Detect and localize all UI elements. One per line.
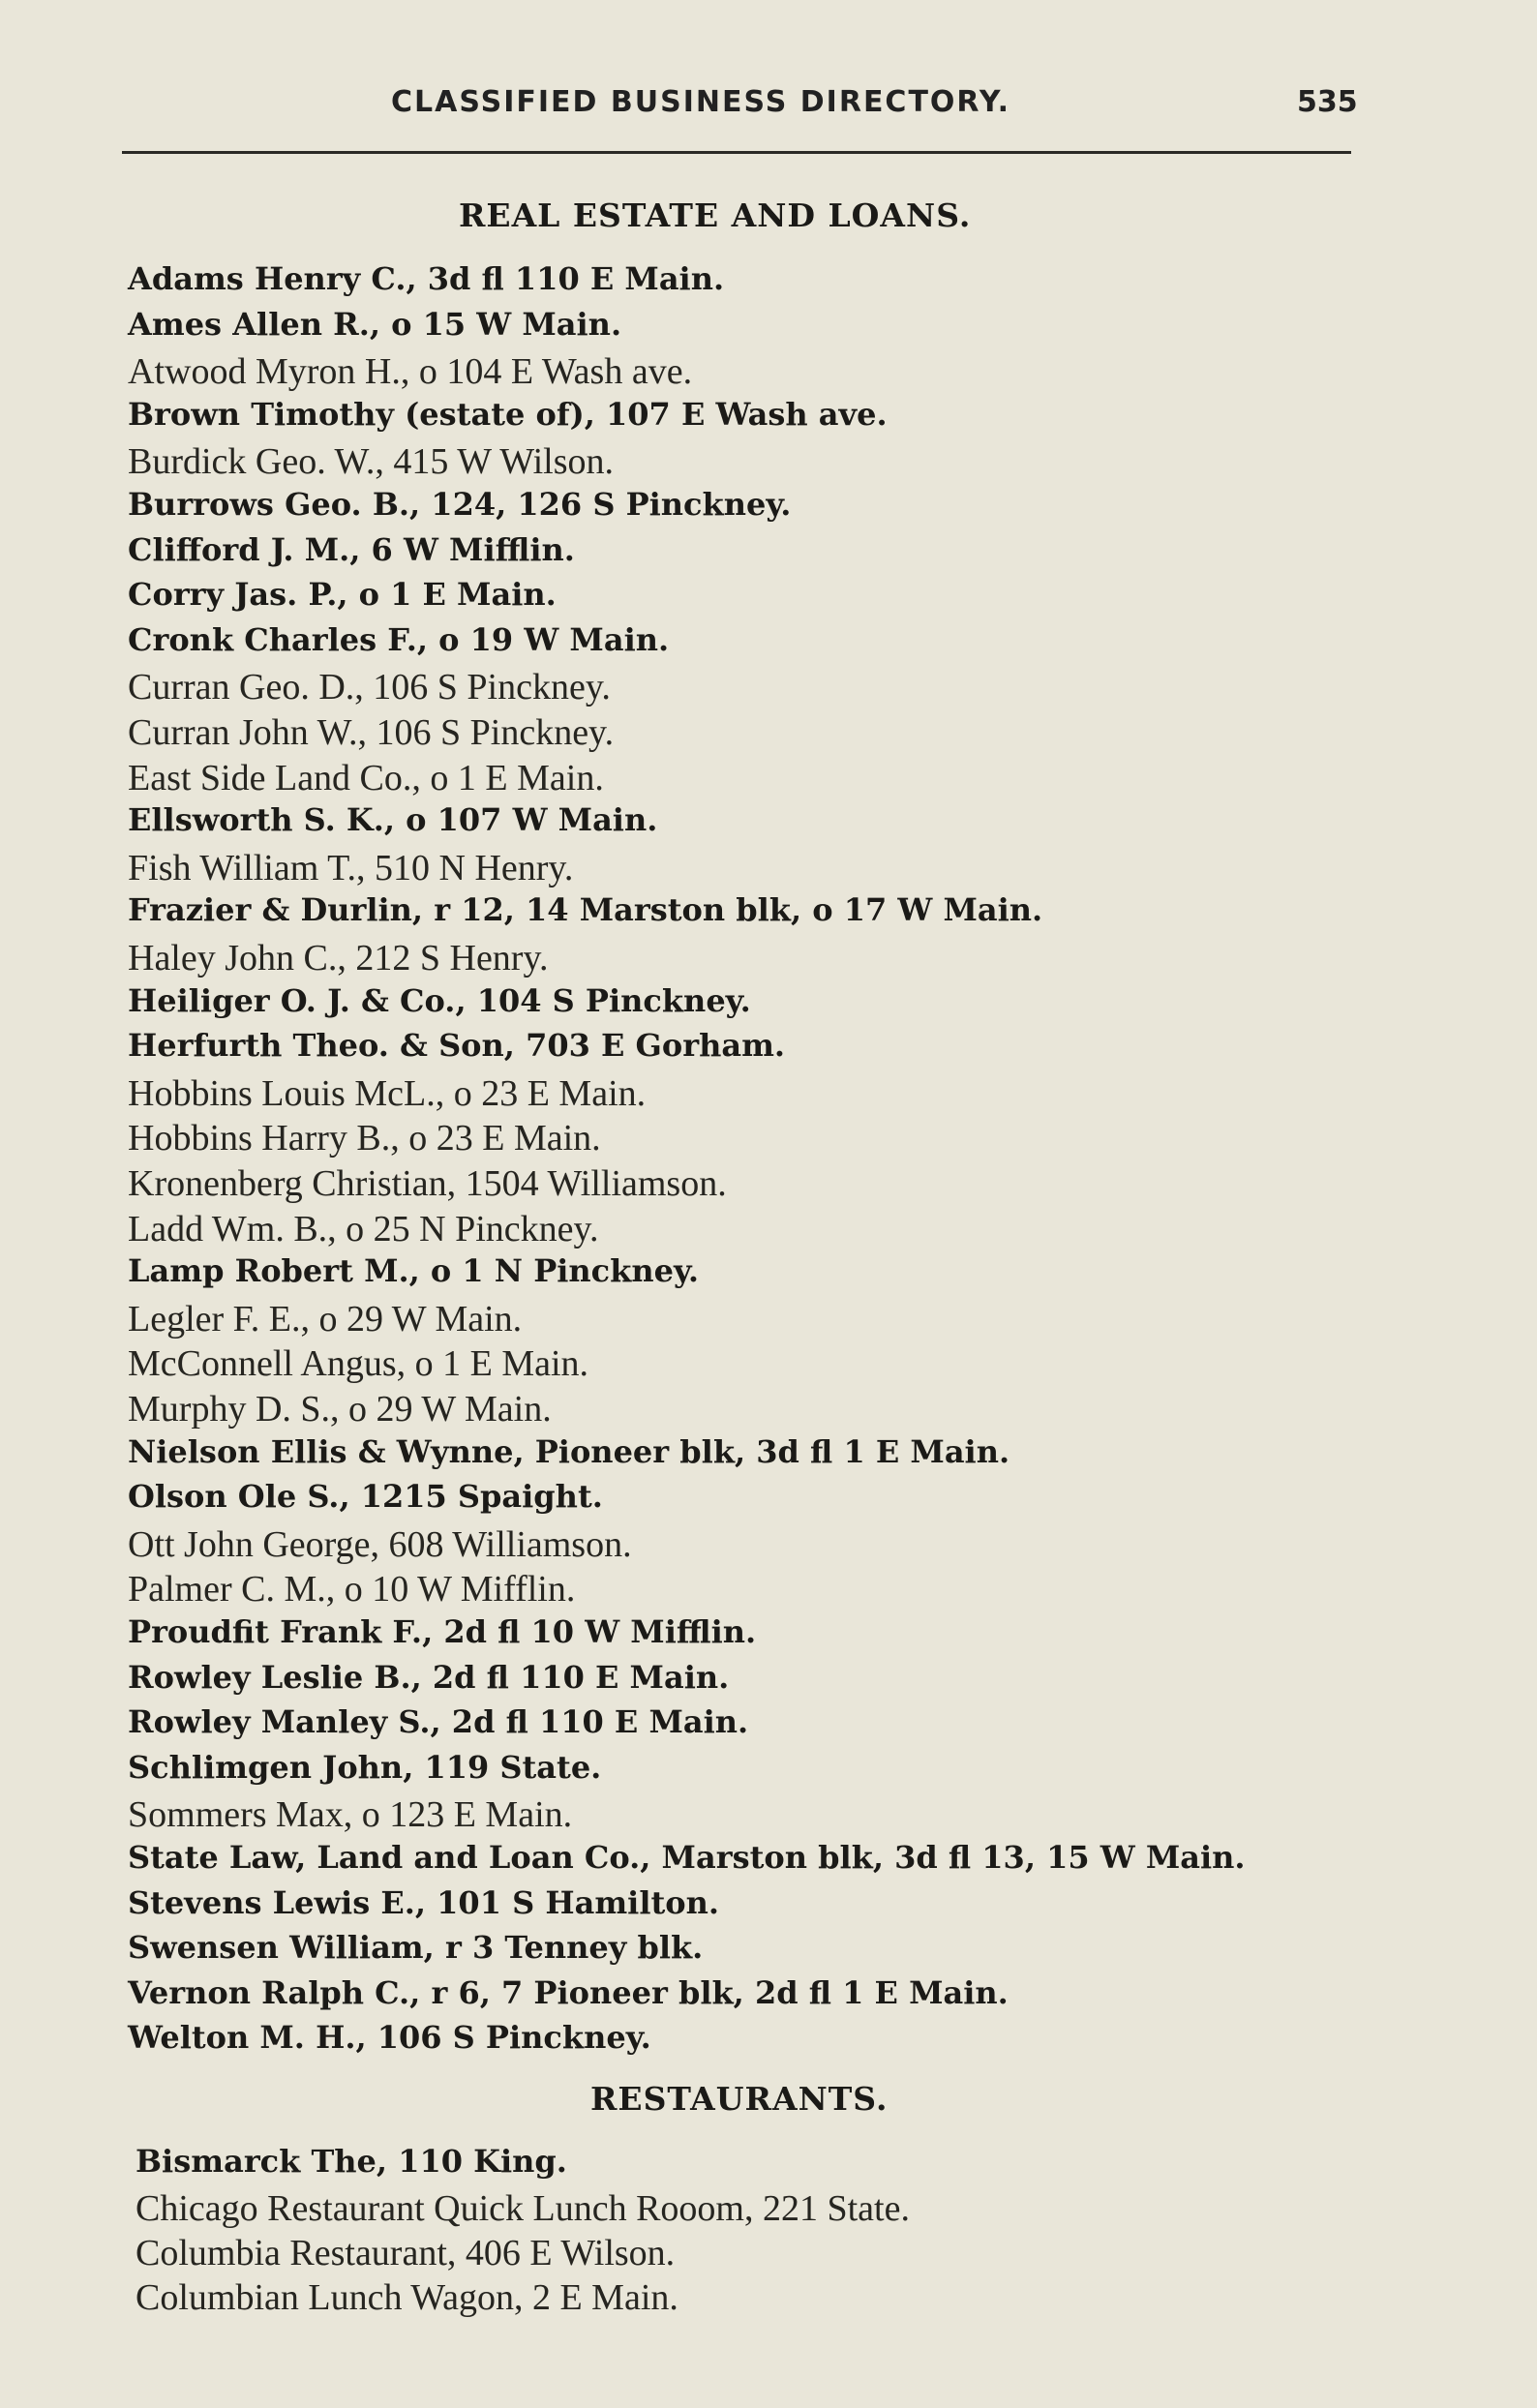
directory-entry: Lamp Robert M., o 1 N Pinckney.: [128, 1252, 700, 1290]
running-head: CLASSIFIED BUSINESS DIRECTORY.: [391, 85, 1011, 119]
directory-entry: Heiliger O. J. & Co., 104 S Pinckney.: [128, 981, 751, 1019]
directory-entry: Burrows Geo. B., 124, 126 S Pinckney.: [128, 486, 792, 523]
directory-entry: Adams Henry C., 3d fl 110 E Main.: [128, 260, 725, 297]
directory-entry: Palmer C. M., o 10 W Mifflin.: [128, 1569, 576, 1610]
directory-entry: Fish William T., 510 N Henry.: [128, 847, 574, 888]
directory-entry: Curran John W., 106 S Pinckney.: [128, 712, 615, 753]
header-rule: [122, 151, 1351, 154]
directory-entry: Ellsworth S. K., o 107 W Main.: [128, 801, 658, 839]
directory-entry: Rowley Leslie B., 2d fl 110 E Main.: [128, 1658, 730, 1696]
directory-entry: East Side Land Co., o 1 E Main.: [128, 757, 604, 798]
section-title-real-estate: REAL ESTATE AND LOANS.: [459, 196, 972, 234]
directory-entry: Murphy D. S., o 29 W Main.: [128, 1389, 552, 1430]
directory-entry: Olson Ole S., 1215 Spaight.: [128, 1478, 603, 1516]
directory-entry: Ott John George, 608 Williamson.: [128, 1523, 632, 1565]
directory-entry: Burdick Geo. W., 415 W Wilson.: [128, 441, 614, 483]
directory-entry: Vernon Ralph C., r 6, 7 Pioneer blk, 2d fl 1 E Main.: [128, 1973, 1009, 2011]
page-number: 535: [1297, 85, 1358, 119]
directory-entry: McConnell Angus, o 1 E Main.: [128, 1343, 589, 1385]
directory-entry: Herfurth Theo. & Son, 703 E Gorham.: [128, 1027, 786, 1065]
directory-entry: Curran Geo. D., 106 S Pinckney.: [128, 667, 611, 708]
directory-entry: Rowley Manley S., 2d fl 110 E Main.: [128, 1703, 749, 1741]
section-title-restaurants: RESTAURANTS.: [590, 2080, 889, 2118]
directory-entry: Columbia Restaurant, 406 E Wilson.: [136, 2233, 676, 2273]
directory-entry: Bismarck The, 110 King.: [136, 2143, 567, 2180]
directory-entry: Kronenberg Christian, 1504 Williamson.: [128, 1163, 727, 1204]
directory-entry: Frazier & Durlin, r 12, 14 Marston blk, o 17 W Main.: [128, 891, 1043, 929]
directory-entry: Schlimgen John, 119 State.: [128, 1748, 602, 1786]
directory-entry: Columbian Lunch Wagon, 2 E Main.: [136, 2277, 678, 2318]
directory-entry: Atwood Myron H., o 104 E Wash ave.: [128, 351, 693, 393]
directory-entry: Brown Timothy (estate of), 107 E Wash ave.: [128, 395, 888, 433]
directory-entry: Corry Jas. P., o 1 E Main.: [128, 576, 557, 614]
directory-entry: Hobbins Louis McL., o 23 E Main.: [128, 1072, 647, 1114]
directory-entry: Cronk Charles F., o 19 W Main.: [128, 620, 670, 658]
directory-entry: Proudfit Frank F., 2d fl 10 W Mifflin.: [128, 1613, 757, 1650]
directory-entry: Chicago Restaurant Quick Lunch Rooom, 221 State.: [136, 2188, 910, 2229]
directory-entry: Stevens Lewis E., 101 S Hamilton.: [128, 1883, 720, 1921]
directory-entry: Swensen William, r 3 Tenney blk.: [128, 1929, 704, 1967]
directory-entry: Clifford J. M., 6 W Mifflin.: [128, 530, 575, 568]
directory-entry: Ames Allen R., o 15 W Main.: [128, 305, 622, 343]
directory-entry: Legler F. E., o 29 W Main.: [128, 1298, 523, 1339]
directory-entry: Hobbins Harry B., o 23 E Main.: [128, 1118, 601, 1159]
directory-entry: Welton M. H., 106 S Pinckney.: [128, 2019, 651, 2057]
directory-entry: Nielson Ellis & Wynne, Pioneer blk, 3d fl 1 E Main.: [128, 1432, 1010, 1470]
directory-entry: Ladd Wm. B., o 25 N Pinckney.: [128, 1208, 599, 1249]
directory-entry: Haley John C., 212 S Henry.: [128, 938, 549, 978]
directory-entry: State Law, Land and Loan Co., Marston blk, 3d fl 13, 15 W Main.: [128, 1839, 1246, 1876]
directory-entry: Sommers Max, o 123 E Main.: [128, 1794, 573, 1836]
